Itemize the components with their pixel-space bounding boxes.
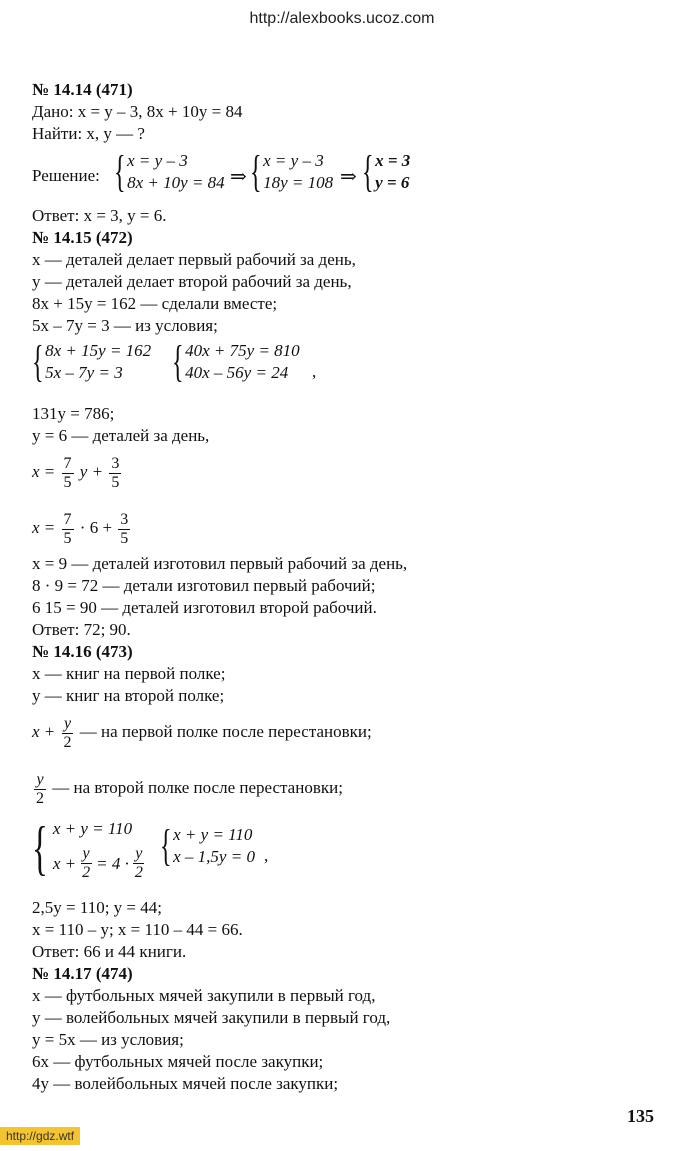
text-line: y = 5x — из условия; xyxy=(32,1030,184,1049)
system-row: 40x – 56y = 24 xyxy=(185,363,289,382)
system-1 xyxy=(114,147,225,196)
text-line: y — волейбольных мячей закупили в первый год, xyxy=(32,1008,391,1027)
numerator: 7 xyxy=(63,454,72,472)
eq-text: x = xyxy=(32,462,56,481)
system-row: x + y = 110 xyxy=(173,825,253,844)
denominator: 2 xyxy=(63,733,72,751)
eq-text: x + xyxy=(32,722,56,741)
brace-symbol: { xyxy=(172,337,184,386)
system-row xyxy=(53,845,147,882)
system-c xyxy=(32,815,147,882)
text-line: x = 110 – y; x = 110 – 44 = 66. xyxy=(32,920,243,939)
system-row: 40x + 75y = 810 xyxy=(185,341,300,360)
eq-text: — на первой полке после перестановки; xyxy=(79,722,372,741)
system-2 xyxy=(250,147,334,196)
fraction xyxy=(62,715,74,752)
find-line: Найти: x, y — ? xyxy=(32,124,145,143)
eq-text: — на второй полке после перестановки; xyxy=(52,778,343,797)
system-b xyxy=(172,337,300,386)
comma: , xyxy=(312,362,317,381)
brace-symbol: { xyxy=(250,147,262,196)
problem-title: № 14.14 (471) xyxy=(32,80,133,99)
answer-line: Ответ: 66 и 44 книги. xyxy=(32,942,187,961)
fraction xyxy=(62,511,74,548)
text-line: x — деталей делает первый рабочий за день, xyxy=(32,250,356,269)
page-number: 135 xyxy=(627,1106,654,1126)
brace-symbol: { xyxy=(32,815,48,881)
text-line: x — книг на первой полке; xyxy=(32,664,226,683)
denominator: 5 xyxy=(63,529,72,547)
equation-x1 xyxy=(32,452,123,492)
text-line: y — книг на второй полке; xyxy=(32,686,225,705)
text-line: 8x + 15y = 162 — сделали вместе; xyxy=(32,294,278,313)
system-row: x = y – 3 xyxy=(263,151,324,170)
given-line: Дано: x = y – 3, 8x + 10y = 84 xyxy=(32,102,243,121)
brace-symbol: { xyxy=(362,147,374,196)
text-line: 5x – 7y = 3 — из условия; xyxy=(32,316,218,335)
denominator: 5 xyxy=(120,529,129,547)
denominator: 5 xyxy=(63,473,72,491)
system-row: x + y = 110 xyxy=(52,819,133,838)
system-a xyxy=(32,337,152,386)
fraction xyxy=(34,771,46,808)
numerator: 3 xyxy=(120,510,129,528)
numerator: y xyxy=(36,770,44,788)
system-row: 5x – 7y = 3 xyxy=(45,363,123,382)
text-line: 8 · 9 = 72 — детали изготовил первый рабочий; xyxy=(32,576,376,595)
brace-symbol: { xyxy=(32,337,44,386)
system-row: x – 1,5y = 0 xyxy=(173,847,255,866)
system-row: x = y – 3 xyxy=(127,151,188,170)
problem-title: № 14.16 (473) xyxy=(32,642,133,661)
answer-line: Ответ: 72; 90. xyxy=(32,620,131,639)
text-line: y — деталей делает второй рабочий за день, xyxy=(32,272,352,291)
system-row: y = 6 xyxy=(375,173,410,192)
text-line: 131y = 786; xyxy=(32,404,115,423)
system-row: 18y = 108 xyxy=(263,173,334,192)
eq-text: x + xyxy=(52,853,77,873)
eq-text: y + xyxy=(79,462,104,481)
fraction xyxy=(80,845,92,882)
denominator: 2 xyxy=(134,864,143,881)
text-line: x — футбольных мячей закупили в первый год, xyxy=(32,986,376,1005)
numerator: 3 xyxy=(111,454,120,472)
eq-text: · 6 + xyxy=(79,518,113,537)
system-3 xyxy=(362,147,411,196)
numerator: y xyxy=(135,845,143,862)
numerator: 7 xyxy=(63,510,72,528)
text-line: x = 9 — деталей изготовил первый рабочий за день, xyxy=(32,554,408,573)
system-row: 8x + 10y = 84 xyxy=(127,173,225,192)
system-row: x = 3 xyxy=(375,151,411,170)
denominator: 5 xyxy=(111,473,120,491)
text-line: y = 6 — деталей за день, xyxy=(32,426,210,445)
problem-title: № 14.15 (472) xyxy=(32,228,133,247)
implies-symbol: ⇒ xyxy=(230,166,247,188)
numerator: y xyxy=(63,714,72,732)
system-row: 8x + 15y = 162 xyxy=(45,341,152,360)
eq-text: x = xyxy=(32,518,56,537)
text-line: 6 15 = 90 — деталей изготовил второй рабочий. xyxy=(32,598,377,617)
system-d xyxy=(160,821,255,870)
text-line: 4y — волейбольных мячей после закупки; xyxy=(32,1074,339,1093)
header-url: http://alexbooks.ucoz.com xyxy=(249,10,435,27)
denominator: 2 xyxy=(82,864,91,881)
answer-line: Ответ: x = 3, y = 6. xyxy=(32,206,167,225)
expression-1 xyxy=(32,712,372,752)
eq-text: = 4 · xyxy=(96,853,129,873)
comma: , xyxy=(264,846,269,865)
problem-title: № 14.17 (474) xyxy=(32,964,133,983)
fraction xyxy=(62,455,74,492)
implies-symbol: ⇒ xyxy=(340,166,357,188)
text-line: 2,5y = 110; y = 44; xyxy=(32,898,162,917)
expression-2 xyxy=(32,768,343,808)
fraction xyxy=(133,845,145,882)
denominator: 2 xyxy=(36,789,44,807)
site-link[interactable]: http://gdz.wtf xyxy=(0,1127,80,1145)
fraction xyxy=(109,455,121,492)
text-line: 6x — футбольных мячей после закупки; xyxy=(32,1052,324,1071)
brace-symbol: { xyxy=(160,821,172,870)
equation-x2 xyxy=(32,508,132,548)
fraction xyxy=(118,511,130,548)
solution-label: Решение: xyxy=(32,166,100,185)
numerator: y xyxy=(82,845,90,862)
brace-symbol: { xyxy=(114,147,126,196)
